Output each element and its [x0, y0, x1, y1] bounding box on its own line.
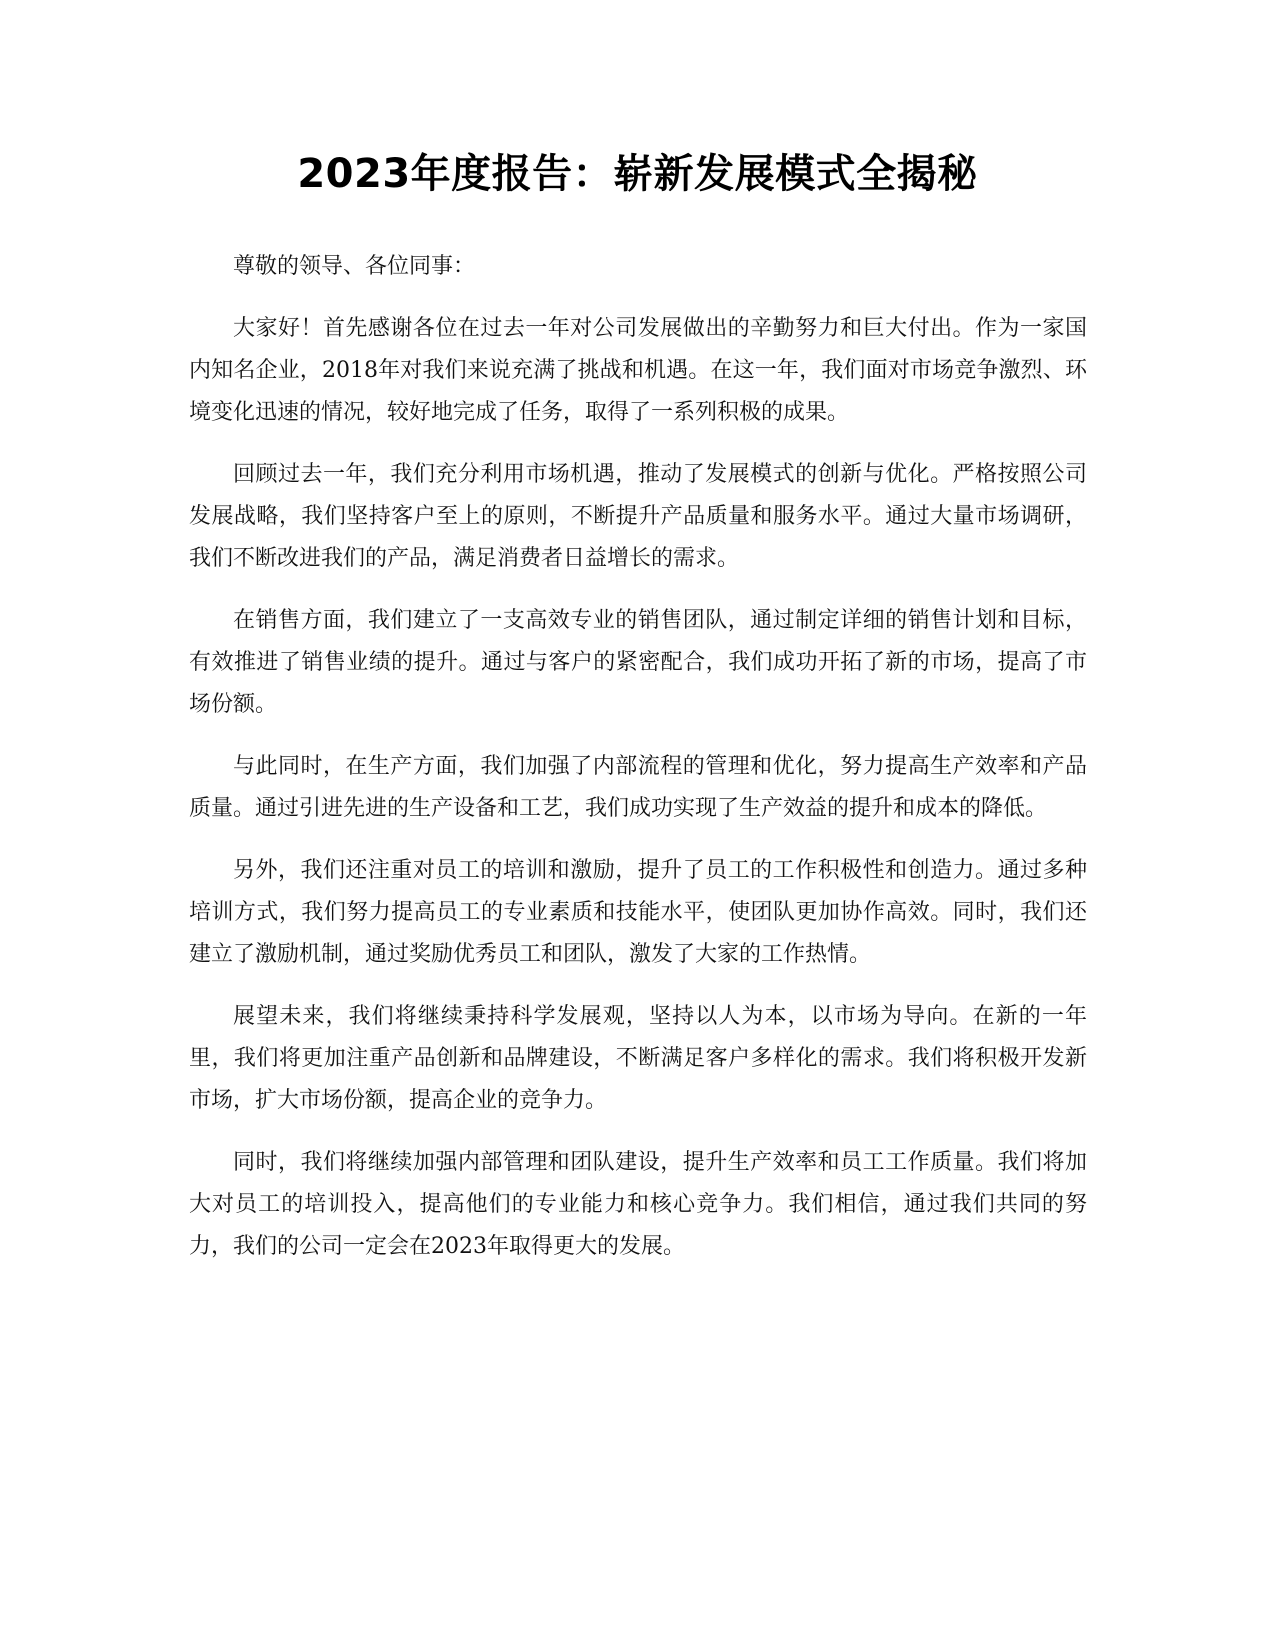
- body-paragraph: 与此同时，在生产方面，我们加强了内部流程的管理和优化，努力提高生产效率和产品质量。通过引进先进的生产设备和工艺，我们成功实现了生产效益的提升和成本的降低。: [189, 754, 1087, 821]
- salutation-paragraph: 尊敬的领导、各位同事：: [233, 254, 476, 279]
- body-paragraph: 在销售方面，我们建立了一支高效专业的销售团队，通过制定详细的销售计划和目标，有效推进了销售业绩的提升。通过与客户的紧密配合，我们成功开拓了新的市场，提高了市场份额。: [189, 608, 1087, 717]
- body-paragraph: 大家好！首先感谢各位在过去一年对公司发展做出的辛勤努力和巨大付出。作为一家国内知名企业，2018年对我们来说充满了挑战和机遇。在这一年，我们面对市场竞争激烈、环境变化迅速的情况，较好地完成了任务，取得了一系列积极的成果。: [189, 316, 1087, 425]
- document-body: [189, 246, 1087, 1288]
- body-paragraph: 展望未来，我们将继续秉持科学发展观，坚持以人为本，以市场为导向。在新的一年里，我们将更加注重产品创新和品牌建设，不断满足客户多样化的需求。我们将积极开发新市场，扩大市场份额，提高企业的竞争力。: [189, 1004, 1087, 1113]
- body-paragraph: 同时，我们将继续加强内部管理和团队建设，提升生产效率和员工工作质量。我们将加大对员工的培训投入，提高他们的专业能力和核心竞争力。我们相信，通过我们共同的努力，我们的公司一定会在2023年取得更大的发展。: [189, 1150, 1087, 1259]
- body-paragraph: 另外，我们还注重对员工的培训和激励，提升了员工的工作积极性和创造力。通过多种培训方式，我们努力提高员工的专业素质和技能水平，使团队更加协作高效。同时，我们还建立了激励机制，通过奖励优秀员工和团队，激发了大家的工作热情。: [189, 858, 1087, 967]
- document-title: 2023年度报告：崭新发展模式全揭秘: [297, 151, 978, 197]
- body-paragraph: 回顾过去一年，我们充分利用市场机遇，推动了发展模式的创新与优化。严格按照公司发展战略，我们坚持客户至上的原则，不断提升产品质量和服务水平。通过大量市场调研，我们不断改进我们的产品，满足消费者日益增长的需求。: [189, 462, 1087, 571]
